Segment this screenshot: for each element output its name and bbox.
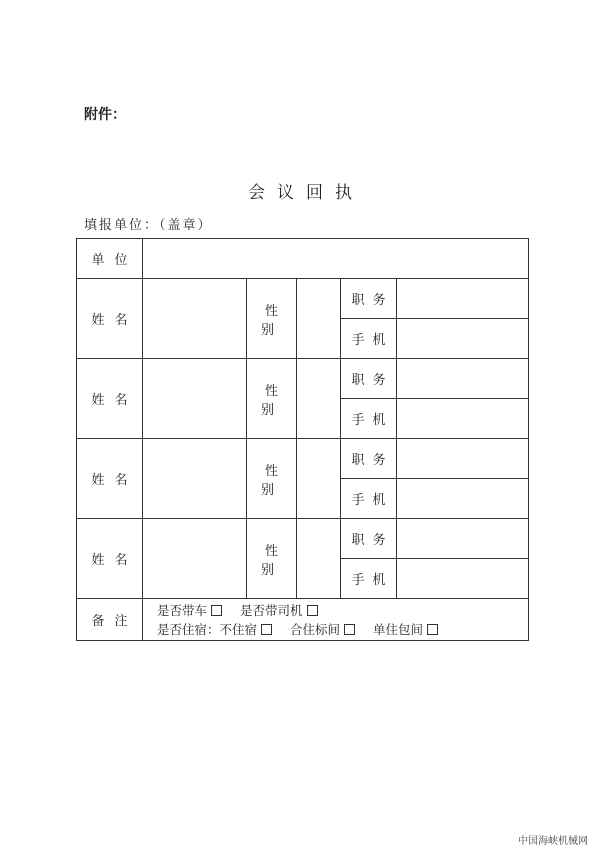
phone-label: 手机 [341,399,397,439]
remark-options [143,599,529,641]
position-label: 职务 [341,519,397,559]
with-driver-checkbox[interactable] [307,605,318,616]
single-room-label: 单住包间 [373,621,424,637]
phone-label: 手机 [341,559,397,599]
name-label: 姓名 [77,279,143,359]
name-label: 姓名 [77,359,143,439]
name-label: 姓名 [77,439,143,519]
position-label: 职务 [341,439,397,479]
lodging-label: 是否住宿： [157,621,220,637]
gender-field[interactable] [297,519,341,599]
gender-field[interactable] [297,279,341,359]
position-field[interactable] [397,359,529,399]
single-room-checkbox[interactable] [427,624,438,635]
gender-label: 性别 [247,439,297,519]
no-lodging-label: 不住宿 [219,621,258,637]
position-field[interactable] [397,279,529,319]
name-label: 姓名 [77,519,143,599]
name-field[interactable] [143,359,247,439]
name-field[interactable] [143,279,247,359]
position-label: 职务 [341,359,397,399]
phone-field[interactable] [397,399,529,439]
fill-unit-label: 填报单位：（盖章） [84,218,213,233]
position-field[interactable] [397,519,529,559]
name-field[interactable] [143,519,247,599]
with-car-checkbox[interactable] [211,605,222,616]
remark-label: 备注 [77,599,143,641]
phone-label: 手机 [341,319,397,359]
unit-field[interactable] [143,239,529,279]
gender-field[interactable] [297,439,341,519]
attachment-label: 附件： [84,107,126,123]
reply-form-table [76,238,529,641]
with-driver-label: 是否带司机 [240,602,303,618]
name-field[interactable] [143,439,247,519]
gender-label: 性别 [247,519,297,599]
position-field[interactable] [397,439,529,479]
page-title: 会议回执 [248,183,364,203]
gender-label: 性别 [247,359,297,439]
no-lodging-checkbox[interactable] [261,624,272,635]
phone-field[interactable] [397,559,529,599]
unit-label: 单位 [77,239,143,279]
shared-room-label: 合住标间 [290,621,341,637]
with-car-label: 是否带车 [157,602,208,618]
phone-field[interactable] [397,319,529,359]
shared-room-checkbox[interactable] [344,624,355,635]
gender-field[interactable] [297,359,341,439]
footer-source: 中国海峡机械网 [518,836,588,847]
gender-label: 性别 [247,279,297,359]
phone-label: 手机 [341,479,397,519]
position-label: 职务 [341,279,397,319]
phone-field[interactable] [397,479,529,519]
